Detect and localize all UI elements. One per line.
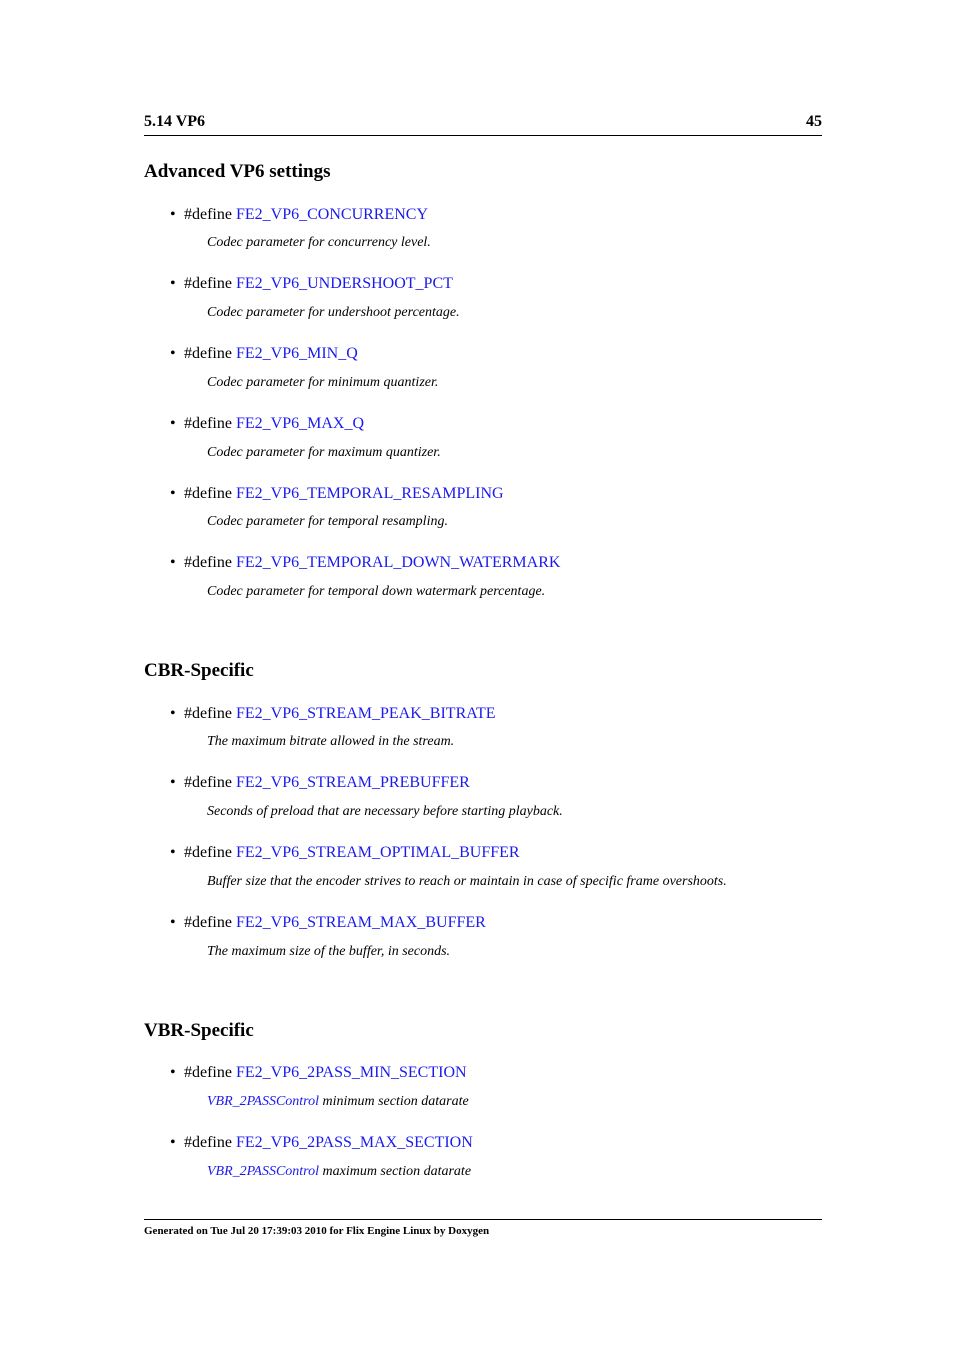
define-keyword: #define	[184, 774, 232, 791]
define-link[interactable]: FE2_VP6_UNDERSHOOT_PCT	[235, 275, 453, 292]
item-description: Codec parameter for minimum quantizer.	[207, 375, 439, 390]
list-item: • #define FE2_VP6_2PASS_MIN_SECTION	[170, 1064, 467, 1081]
define-link[interactable]: FE2_VP6_TEMPORAL_DOWN_WATERMARK	[235, 554, 561, 571]
list-item: • #define FE2_VP6_STREAM_PREBUFFER	[170, 774, 470, 791]
item-description: The maximum size of the buffer, in seconds.	[207, 944, 451, 959]
define-keyword: #define	[184, 345, 232, 362]
define-keyword: #define	[184, 705, 232, 722]
list-item: • #define FE2_VP6_MAX_Q	[170, 415, 364, 432]
define-keyword: #define	[184, 275, 232, 292]
item-description: Codec parameter for maximum quantizer.	[207, 445, 441, 460]
define-keyword: #define	[184, 1134, 232, 1151]
section-number: 5.14 VP6	[144, 113, 206, 130]
define-keyword: #define	[184, 554, 232, 571]
list-item: • #define FE2_VP6_TEMPORAL_RESAMPLING	[170, 485, 504, 502]
define-link[interactable]: FE2_VP6_STREAM_MAX_BUFFER	[235, 914, 486, 931]
page-header	[144, 113, 822, 136]
vbr-2pass-control-link[interactable]: VBR_2PASSControl	[207, 1094, 319, 1109]
define-link[interactable]: FE2_VP6_STREAM_PEAK_BITRATE	[235, 705, 496, 722]
section-title-cbr: CBR-Specific	[144, 660, 254, 681]
define-link[interactable]: FE2_VP6_CONCURRENCY	[235, 206, 429, 223]
list-item: • #define FE2_VP6_STREAM_MAX_BUFFER	[170, 914, 486, 931]
define-link[interactable]: FE2_VP6_2PASS_MIN_SECTION	[235, 1064, 467, 1081]
list-item: • #define FE2_VP6_CONCURRENCY	[170, 206, 429, 223]
list-item: • #define FE2_VP6_MIN_Q	[170, 345, 358, 362]
define-keyword: #define	[184, 1064, 232, 1081]
item-description: The maximum bitrate allowed in the stream.	[207, 734, 455, 749]
item-description: Seconds of preload that are necessary before starting playback.	[207, 804, 563, 819]
define-link[interactable]: FE2_VP6_MIN_Q	[235, 345, 358, 362]
define-link[interactable]: FE2_VP6_2PASS_MAX_SECTION	[235, 1134, 473, 1151]
list-item: • #define FE2_VP6_UNDERSHOOT_PCT	[170, 275, 453, 292]
item-description: VBR_2PASSControl maximum section datarate	[207, 1164, 472, 1179]
section-title-advanced: Advanced VP6 settings	[144, 161, 331, 182]
list-item: • #define FE2_VP6_STREAM_PEAK_BITRATE	[170, 705, 496, 722]
item-description: Codec parameter for temporal down watermark percentage.	[207, 584, 546, 599]
list-item: • #define FE2_VP6_STREAM_OPTIMAL_BUFFER	[170, 844, 520, 861]
define-link[interactable]: FE2_VP6_STREAM_PREBUFFER	[235, 774, 470, 791]
section-title-vbr: VBR-Specific	[144, 1020, 254, 1041]
page-number: 45	[806, 113, 822, 130]
vbr-2pass-control-link[interactable]: VBR_2PASSControl	[207, 1164, 319, 1179]
item-description: Codec parameter for temporal resampling.	[207, 514, 448, 529]
list-item: • #define FE2_VP6_2PASS_MAX_SECTION	[170, 1134, 473, 1151]
define-keyword: #define	[184, 914, 232, 931]
define-link[interactable]: FE2_VP6_STREAM_OPTIMAL_BUFFER	[235, 844, 520, 861]
define-keyword: #define	[184, 415, 232, 432]
define-keyword: #define	[184, 844, 232, 861]
define-link[interactable]: FE2_VP6_TEMPORAL_RESAMPLING	[235, 485, 504, 502]
define-keyword: #define	[184, 206, 232, 223]
item-description: Buffer size that the encoder strives to reach or maintain in case of specific frame overshoots.	[207, 874, 727, 889]
item-description: Codec parameter for concurrency level.	[207, 235, 431, 250]
page-footer: Generated on Tue Jul 20 17:39:03 2010 for Flix Engine Linux by Doxygen	[144, 1219, 822, 1237]
item-description: Codec parameter for undershoot percentage.	[207, 305, 460, 320]
define-keyword: #define	[184, 485, 232, 502]
define-link[interactable]: FE2_VP6_MAX_Q	[235, 415, 364, 432]
list-item: • #define FE2_VP6_TEMPORAL_DOWN_WATERMARK	[170, 554, 561, 571]
item-description: VBR_2PASSControl minimum section datarate	[207, 1094, 469, 1109]
